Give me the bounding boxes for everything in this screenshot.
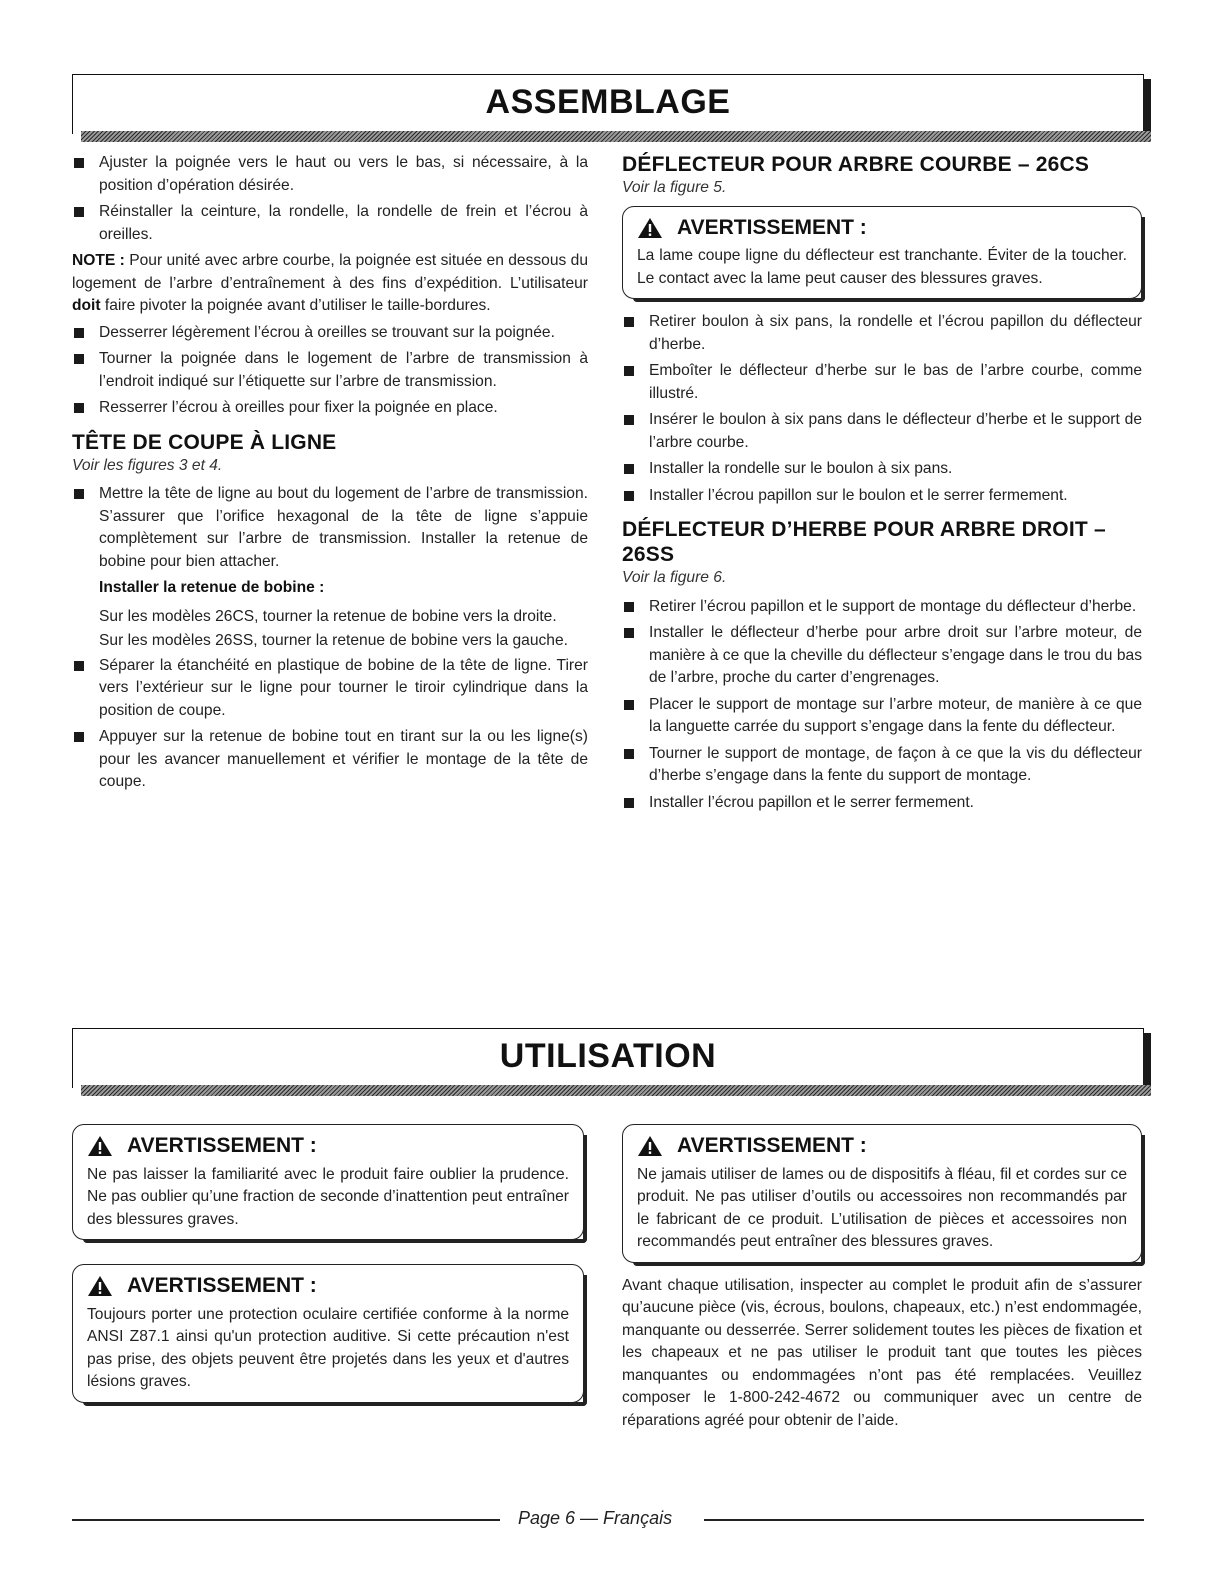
note-text: faire pivoter la poignée avant d’utiliser le taille-bordures. <box>100 297 491 314</box>
bullet-item: Emboîter le déflecteur d’herbe sur le bas de l’arbre courbe, comme illustré. <box>622 360 1142 405</box>
bullet-item: Retirer boulon à six pans, la rondelle et l’écrou papillon du déflecteur d’herbe. <box>622 311 1142 356</box>
note-paragraph <box>72 250 588 318</box>
bullet-item: Tourner la poignée dans le logement de l’arbre de transmission à l’endroit indiqué sur l’étiquette sur l’arbre de transmission. <box>72 348 588 393</box>
section-title-utilisation: UTILISATION <box>499 1037 717 1075</box>
figure-reference: Voir les figures 3 et 4. <box>72 456 223 474</box>
page-footer <box>72 1508 1144 1532</box>
footer-rule <box>72 1519 500 1521</box>
figure-reference: Voir la figure 5. <box>622 179 727 196</box>
warning-text: La lame coupe ligne du déflecteur est tranchante. Éviter de la toucher. Le contact avec la lame peut causer des blessures graves. <box>637 247 1127 287</box>
warning-title-text: AVERTISSEMENT : <box>677 1134 867 1157</box>
warning-title <box>637 1135 1127 1158</box>
warning-box <box>72 1124 584 1240</box>
bullet-item: Retirer l’écrou papillon et le support de montage du déflecteur d’herbe. <box>622 596 1142 619</box>
subheading-retenue: Installer la retenue de bobine : <box>99 579 325 596</box>
warning-box <box>622 206 1142 300</box>
warning-title-text: AVERTISSEMENT : <box>127 1134 317 1157</box>
warning-title-text: AVERTISSEMENT : <box>127 1274 317 1297</box>
utilisation-right-column <box>622 1124 1142 1432</box>
heading-deflecteur-courbe: DÉFLECTEUR POUR ARBRE COURBE – 26CS <box>622 153 1090 176</box>
page-number: Page 6 — Français <box>518 1508 673 1528</box>
warning-box <box>622 1124 1142 1263</box>
warning-text: Toujours porter une protection oculaire certifiée conforme à la norme ANSI Z87.1 ainsi qu'un protection auditive. Si cette précaution n'est pas prise, des objets peuvent être projetés dans les yeux et d'autres lésions graves. <box>87 1305 569 1390</box>
warning-box <box>72 1264 584 1403</box>
warning-title <box>637 217 1127 240</box>
sub-paragraph: Sur les modèles 26SS, tourner la retenue de bobine vers la gauche. <box>99 632 568 649</box>
warning-text: Ne jamais utiliser de lames ou de dispositifs à fléau, fil et cordes sur ce produit. Ne pas utiliser d’outils ou accessoires non recommandés par le fabricant de ce produit. L’utilisation de pièces et accessoires non recommandés peut entraîner des blessures graves. <box>637 1165 1127 1250</box>
warning-title <box>87 1275 569 1298</box>
bullet-item: Desserrer légèrement l’écrou à oreilles se trouvant sur la poignée. <box>72 322 588 345</box>
left-column <box>72 152 588 798</box>
right-column <box>622 152 1142 818</box>
bullet-item: Mettre la tête de ligne au bout du logement de l’arbre de transmission. S’assurer que l’orifice hexagonal de la tête de ligne s’appuie complètement sur l’arbre de transmission. Installer la retenue de bobine pour bien attacher. <box>72 483 588 573</box>
bullet-item: Installer l’écrou papillon et le serrer fermement. <box>622 792 1142 815</box>
bullet-item: Insérer le boulon à six pans dans le déflecteur d’herbe et le support de l’arbre courbe. <box>622 409 1142 454</box>
utilisation-left-column <box>72 1124 584 1415</box>
bullet-item: Installer la rondelle sur le boulon à six pans. <box>622 458 1142 481</box>
section-banner-utilisation <box>72 1028 1144 1088</box>
note-emphasis: doit <box>72 297 101 314</box>
note-label: NOTE : <box>72 252 125 269</box>
section-title-assemblage: ASSEMBLAGE <box>485 83 731 121</box>
warning-triangle-icon <box>87 1275 113 1297</box>
warning-text: Ne pas laisser la familiarité avec le produit faire oublier la prudence. Ne pas oublier qu’une fraction de seconde d’inattention peut entraîner des blessures graves. <box>87 1165 570 1228</box>
bullet-item: Séparer la étanchéité en plastique de bobine de la tête de ligne. Tirer vers l’extérieur sur le ligne pour tourner le tiroir cylindrique dans la position de coupe. <box>72 655 588 723</box>
bullet-item: Installer le déflecteur d’herbe pour arbre droit sur l’arbre moteur, de manière à ce que la cheville du déflecteur s’engage dans le trou du bas de l’arbre, proche du carter d’engrenages. <box>622 622 1142 690</box>
bullet-item: Resserrer l’écrou à oreilles pour fixer la poignée en place. <box>72 397 588 420</box>
warning-triangle-icon <box>637 1135 663 1157</box>
heading-tete-de-coupe: TÊTE DE COUPE À LIGNE <box>72 430 337 454</box>
sub-paragraph: Sur les modèles 26CS, tourner la retenue de bobine vers la droite. <box>99 607 557 625</box>
bullet-item: Tourner le support de montage, de façon à ce que la vis du déflecteur d’herbe s’engage dans la fente du support de montage. <box>622 743 1142 788</box>
bullet-item: Installer l’écrou papillon sur le boulon et le serrer fermement. <box>622 485 1142 508</box>
section-banner-assemblage <box>72 74 1144 134</box>
bullet-item: Réinstaller la ceinture, la rondelle, la rondelle de frein et l’écrou à oreilles. <box>72 201 588 246</box>
warning-triangle-icon <box>637 217 663 239</box>
bullet-item: Ajuster la poignée vers le haut ou vers le bas, si nécessaire, à la position d’opération désirée. <box>72 152 588 197</box>
inspection-paragraph: Avant chaque utilisation, inspecter au complet le produit afin de s’assurer qu’aucune pièce (vis, écrous, boulons, chapeaux, etc.) n’est endommagée, manquante ou desserrée. Serrer solidement toutes les pièces de fixation et les chapeaux et ne pas utiliser le produit tant que toutes les pièces manquantes ou endommagées n’ont pas été remplacées. Veuillez composer le 1-800-242-4672 ou communiquer avec un centre de réparations agréé pour obtenir de l’aide. <box>622 1276 1142 1429</box>
figure-reference: Voir la figure 6. <box>622 569 727 586</box>
warning-triangle-icon <box>87 1135 113 1157</box>
footer-rule <box>704 1519 1144 1521</box>
note-text: Pour unité avec arbre courbe, la poignée est située en dessous du logement de l’arbre d’entraînement à des fins d’expédition. L’utilisateur <box>72 252 589 292</box>
warning-title-text: AVERTISSEMENT : <box>677 215 867 239</box>
warning-title <box>87 1135 569 1158</box>
bullet-item: Appuyer sur la retenue de bobine tout en tirant sur la ou les ligne(s) pour les avancer manuellement et vérifier le montage de la tête de coupe. <box>72 726 588 794</box>
bullet-item: Placer le support de montage sur l’arbre moteur, de manière à ce que la languette carrée du support s’engage dans la fente du déflecteur. <box>622 694 1142 739</box>
heading-deflecteur-droit: DÉFLECTEUR D’HERBE POUR ARBRE DROIT – 26SS <box>622 518 1106 566</box>
